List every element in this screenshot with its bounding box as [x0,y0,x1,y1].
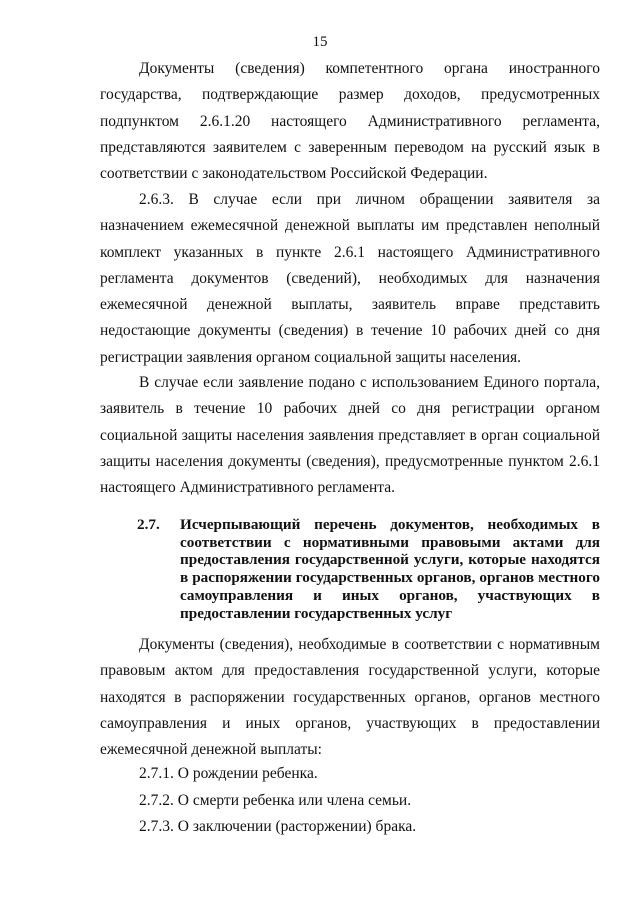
paragraph-foreign-documents: Документы (сведения) компетентного органа иностранного государства, подтверждающие размер доходов, предусмотренных подпунктом 2.6.1.20 настоящего Административного регламента, представляются заявителем с заверенным переводом на русский язык в соответствии с законодательством Российской Федерации. [100,60,600,183]
section-number: 2.7. [137,516,160,533]
list-item-death: 2.7.2. О смерти ребенка или члена семьи. [139,792,412,809]
list-item-marriage: 2.7.3. О заключении (расторжении) брака. [139,818,417,835]
paragraph-required-documents: Документы (сведения), необходимые в соответствии с нормативным правовым актом для предоставления государственной услуги, которые находятся в распоряжении государственных органов, органов местного самоуправления и иных органов, участвующих в предоставлении ежемесячной денежной выплаты: [100,636,600,759]
paragraph-2-6-3: 2.6.3. В случае если при личном обращении заявителя за назначением ежемесячной денежной выплаты им представлен неполный комплект указанных в пункте 2.6.1 настоящего Административного регламента документов (сведений), необходимых для назначения ежемесячной денежной выплаты, заявитель вправе представить недостающие документы (сведения) в течение 10 рабочих дней со дня регистрации заявления органом социальной защиты населения. [100,191,600,366]
section-title: Исчерпывающий перечень документов, необходимых в соответствии с нормативными правовыми актами для предоставления государственной услуги, которые находятся в распоряжении государственных органов, органов местного самоуправления и иных органов, участвующих в предоставлении государственных услуг [180,516,600,622]
section-heading [100,516,600,622]
list-item-birth: 2.7.1. О рождении ребенка. [139,765,318,782]
paragraph-unified-portal: В случае если заявление подано с использованием Единого портала, заявитель в течение 10 рабочих дней со дня регистрации органом социальной защиты населения заявления представляет в орган социальной защиты населения документы (сведения), предусмотренные пунктом 2.6.1 настоящего Административного регламента. [100,374,600,497]
page-number: 15 [312,34,328,50]
